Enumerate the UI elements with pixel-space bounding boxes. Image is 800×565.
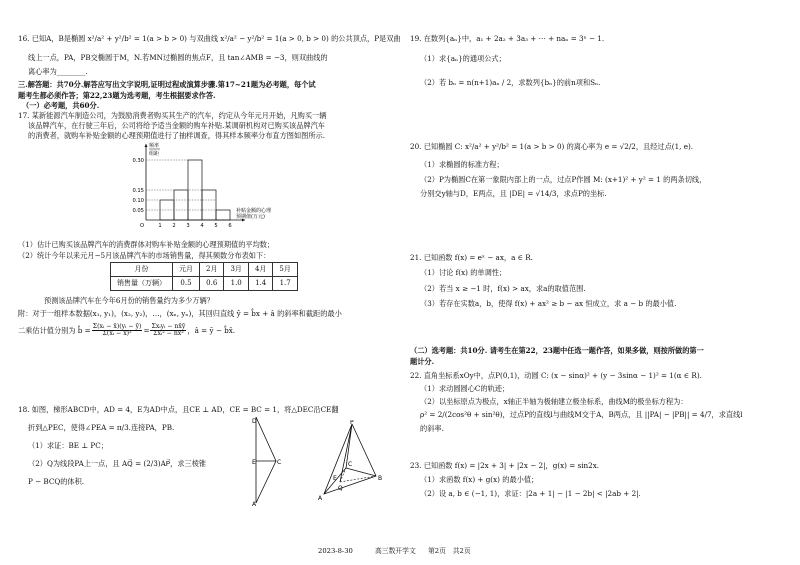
fraction-numerator: Σxᵢyᵢ − nx̄ȳ (151, 323, 186, 330)
q17-predict: 预测该品牌汽车在今年6月份的销售量约为多少万辆？ (44, 296, 214, 305)
trapezoid-figure (252, 415, 282, 507)
formula-fraction-1 (92, 324, 143, 337)
label-B: B (378, 475, 383, 482)
y-tick-label: 0.05 (132, 208, 144, 214)
fraction-denominator: Σxᵢ² − nx̄² (153, 330, 184, 338)
section3-line2: 题考生都必须作答；第22,23题为选考题，考生根据要求作答. (18, 91, 216, 100)
q16-line2: 线上一点，PA，PB交椭圆于M，N.若MN过椭圆的焦点F，且 tan∠AMB = −3，则双曲线的 (28, 53, 328, 62)
q21-question2: （2）若当 x ≥ −1 时，f(x) > ax，求a的取值范围. (420, 284, 586, 293)
pyramid-figure (318, 420, 388, 502)
optional-section-line1: （二）选考题：共10分. 请考生在第22，23题中任选一题作答，如果多做，则按所做的第一 (410, 346, 704, 355)
q18-question2: （2）Q为线段PA上一点，且 AQ⃗ = (2/3)AP⃗，求三棱锥 (28, 459, 207, 468)
q20-question2-cont: 分别交y轴与D，E两点，且 |DE| = √14/3，求点P的坐标. (420, 189, 607, 198)
q21-line1: 21. 已知函数 f(x) = eˣ − ax，a ∈ R. (410, 253, 533, 262)
q19-line1: 19. 在数列{aₙ}中，a₁ + 2a₂ + 3a₃ + ⋯ + naₙ = 3ⁿ − 1. (410, 34, 605, 43)
x-tick-label: 5 (214, 223, 218, 229)
q17-line2: 该品牌汽车，在行驶三年后，公司将给予适当金额的购车补贴.某调研机构对已购买该品牌汽车 (28, 121, 325, 130)
y-tick-label: 0.10 (132, 198, 144, 204)
x-axis-label: 补贴金额的心理 (236, 208, 272, 214)
label-A: A (318, 495, 323, 502)
q22-question2: （2）以坐标原点为极点，x轴正半轴为极轴建立极坐标系，曲线M的极坐标方程为： (420, 397, 688, 406)
footer-page: 第2页 共2页 (428, 547, 471, 555)
q19-question1: （1）求{aₙ}的通项公式； (420, 54, 506, 63)
histogram-bar (174, 190, 188, 220)
q22-question2-cont: ρ² = 2/(2cos²θ + sin²θ)，过点P的直线l与曲线M交于A，B两点，且 ||PA| − |PB|| = 4/7，求直线l (420, 410, 743, 419)
fraction-denominator: Σ(xᵢ − x̄)² (102, 330, 132, 338)
q17-appendix-line1: 附：对于一组样本数据(x₁, y₁)，(x₂, y₂)，…，(xₙ, yₙ)，其回归直线 ŷ = b̂x + â 的斜率和截距的最小 (18, 309, 342, 318)
section3-line1: 三.解答题：共70分.解答应写出文字说明,证明过程或演算步骤.第17~21题为必考题，每个试 (18, 80, 316, 89)
table-header-cell: 元月 (173, 263, 200, 277)
x-tick-label: 6 (228, 223, 232, 229)
q22-question2-end: 的斜率. (420, 424, 444, 433)
q20-question2: （2）P为椭圆C在第一象限内部上的一点，过点P作圆 M: (x+1)² + y² = 1 的两条切线， (420, 175, 707, 184)
table-header-cell: 4月 (248, 263, 272, 277)
x-tick-label: 4 (200, 223, 204, 229)
table-cell: 0.6 (200, 276, 224, 290)
sales-table (110, 262, 298, 291)
q23-question2: （2）设 a, b ∈ (−1, 1)，求证：|2a + 1| − |1 − 2b| < |2ab + 2|. (420, 489, 641, 498)
label-E: E (252, 459, 256, 466)
histogram-bar (216, 210, 230, 220)
label-P: P (350, 420, 354, 426)
origin-label: O (140, 223, 145, 229)
label-A: A (252, 501, 257, 507)
q18-question2-cont: P − BCQ的体积. (28, 477, 85, 486)
q17-question2: （2）统计今年以来元月−5月该品牌汽车的市场销售量，得其频数分布表如下： (18, 251, 271, 260)
formula-tail: ，â = ȳ − b̂x̄. (187, 326, 236, 336)
y-axis-label: 组距 (149, 151, 160, 157)
table-cell: 1.0 (224, 276, 248, 290)
q17-line3: 的消费者，就购车补贴金额的心理预期值进行了抽样调查，得其样本频率分布直方图如图所示. (28, 131, 325, 140)
table-cell: 0.5 (173, 276, 200, 290)
q23-question1: （1）求函数 f(x) + g(x) 的最小值； (420, 475, 539, 484)
q21-question3: （3）若存在实数a，b，使得 f(x) + ax² ≥ b − ax 恒成立，求 a − b 的最小值. (420, 299, 677, 308)
table-header-cell: 5月 (273, 263, 297, 277)
x-axis-label: 预期值(万元) (236, 214, 265, 220)
label-E: E (333, 475, 337, 482)
q23-line1: 23. 已知函数 f(x) = |2x + 3| + |2x − 2|，g(x) = sin2x. (410, 461, 600, 470)
y-tick-label: 0.30 (132, 158, 144, 164)
q18-question1: （1）求证：BE ⊥ PC； (28, 441, 108, 450)
q22-question1: （1）求动圆圆心C的轨迹； (420, 384, 510, 393)
histogram-bar (202, 190, 216, 220)
label-C: C (348, 461, 353, 468)
optional-section-line2: 题计分. (410, 357, 435, 366)
footer-date: 2023-8-30 (318, 547, 353, 555)
q20-line1: 20. 已知椭圆 C: x²/a² + y²/b² = 1(a > b > 0) 的离心率为 e = √2/2，且经过点(1, e). (410, 142, 694, 151)
table-cell: 1.7 (273, 276, 297, 290)
section3-subtitle: （一）必考题，共60分. (22, 101, 100, 110)
x-tick-label: 2 (172, 223, 176, 229)
q19-question2: （2）若 bₙ = n(n+1)aₙ / 2，求数列{bₙ}的前n项和Sₙ. (420, 78, 601, 87)
y-axis-label: 频率 (149, 143, 160, 149)
histogram-bar (160, 200, 174, 220)
fraction-numerator: Σ(xᵢ − x̄)(yᵢ − ȳ) (92, 323, 142, 330)
table-header-label: 月份 (111, 263, 173, 277)
table-header-cell: 3月 (224, 263, 248, 277)
formula-prefix: 二乘估计值分别为 b̂ = (18, 326, 91, 336)
q18-line2: 折到△PEC，使得∠PEA = π/3.连接PA，PB. (28, 423, 175, 432)
table-row-label: 销售量（万辆） (111, 276, 173, 290)
label-C: C (277, 459, 282, 466)
table-header-cell: 2月 (200, 263, 224, 277)
x-tick-label: 1 (158, 223, 162, 229)
table-cell: 1.4 (248, 276, 272, 290)
footer-subject: 高三数开学文 (375, 547, 416, 555)
table-row (111, 276, 298, 290)
q16-line1: 16. 已知A，B是椭圆 x²/a² + y²/b² = 1(a > b > 0) 与双曲线 x²/a² − y²/b² = 1(a > 0, b > 0) 的公共顶点，P是双曲 (18, 34, 401, 43)
q20-question1: （1）求椭圆的标准方程； (420, 160, 504, 169)
x-tick-label: 3 (186, 223, 190, 229)
formula-fraction-2 (150, 324, 186, 337)
y-tick-label: 0.15 (132, 188, 144, 194)
label-D: D (252, 418, 257, 425)
label-Q: Q (338, 485, 343, 492)
q16-line3: 离心率为________. (28, 67, 88, 76)
y-axis-arrow-icon (145, 144, 148, 147)
histogram-chart (118, 140, 368, 240)
q18-line1: 18. 如图，梯形ABCD中，AD = 4，E为AD中点，且CE ⊥ AD，CE = BC = 1，将△DEC沿CE翻 (18, 405, 339, 414)
formula-equals: = (143, 326, 150, 336)
q17-question1: （1）估计已购买该品牌汽车的消费群体对购车补贴金额的心理预期值的平均数； (18, 240, 275, 249)
table-row (111, 263, 298, 277)
q17-formula (18, 324, 235, 337)
q21-question1: （1）讨论 f(x) 的单调性； (420, 268, 507, 277)
q22-line1: 22. 直角坐标系xOy中，点P(0,1)，动圆 C: (x − sinα)² + (y − 3sinα − 1)² = 1(α ∈ R). (410, 371, 702, 380)
q17-line1: 17. 某新能源汽车制造公司，为鼓励消费者购买其生产的汽车，约定从今年元月开始，凡购买一辆 (18, 111, 327, 120)
